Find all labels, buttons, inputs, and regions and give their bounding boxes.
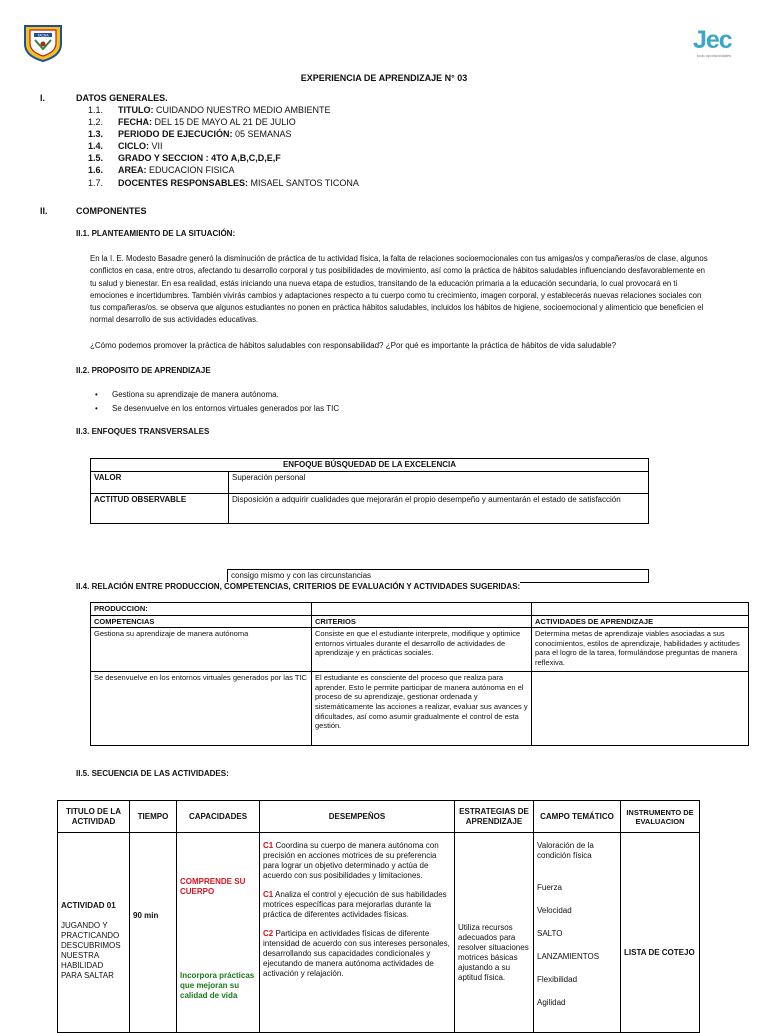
section-2-number: II. <box>40 206 48 216</box>
col-estrategias: ESTRATEGIAS DE APRENDIZAJE <box>455 801 534 833</box>
campo-item: Fuerza <box>537 883 562 892</box>
table-row: Gestiona su aprendizaje de manera autónoma Consiste en que el estudiante interprete, modifique y optimice entornos virtuales durante el desarrollo de actividades de aprendizaje y en prácticas sociales. Determina metas de aprendizaje viables asociadas a sus conocimientos, estilos de aprendizaje, habilidades y actitudes para el logro de la tarea, formulándose preguntas de manera reflexiva. <box>91 628 749 672</box>
svg-text:TACNA: TACNA <box>37 33 49 38</box>
desempeno-item: C1 Coordina su cuerpo de manera autónoma con precisión en acciones motrices de su preferencia para lograr un objetivo determinado y actúa de acuerdo con sus posibilidades y limitaciones. <box>263 841 439 880</box>
actividad-number: ACTIVIDAD 01 <box>61 901 116 910</box>
general-data-item: 1.3. PERIODO DE EJECUCIÓN: 05 SEMANAS <box>88 129 292 139</box>
relacion-table <box>90 602 749 746</box>
section-1-number: I. <box>40 93 46 103</box>
enfoques-heading: II.3. ENFOQUES TRANSVERSALES <box>76 427 210 436</box>
desempenos-cell <box>260 833 455 1033</box>
actividad-title: JUGANDO Y PRACTICANDO DESCUBRIMOS NUESTRA HABILIDAD PARA SALTAR <box>61 921 121 980</box>
general-data-item: 1.5. GRADO Y SECCION : 4TO A,B,C,D,E,F <box>88 153 281 163</box>
col-tiempo: TIEMPO <box>130 801 177 833</box>
col-titulo: TITULO DE LA ACTIVIDAD <box>58 801 130 833</box>
capacidades-cell <box>177 833 260 1033</box>
campo-item: LANZAMIENTOS <box>537 952 600 961</box>
table-row: Se desenvuelve en los entornos virtuales generados por las TIC El estudiante es consciente del proceso que realiza para aprender. Esto le permite participar de manera autónoma en el proceso de su aprendizaje, gestionar ordenada y sistemáticamente las acciones a realizar, evaluar sus avances y dificultades, así como asumir gradualmente el control de esta gestión. <box>91 672 749 746</box>
actitud-label: ACTITUD OBSERVABLE <box>91 494 229 524</box>
col-instrumento: INSTRUMENTO DE EVALUACION <box>621 801 700 833</box>
col-campo: CAMPO TEMÁTICO <box>534 801 621 833</box>
school-seal-logo <box>22 22 64 62</box>
col-competencias: COMPETENCIAS <box>91 615 312 628</box>
situacion-paragraph: En la I. E. Modesto Basadre generó la disminución de práctica de tu actividad física, la falta de relaciones socioemocionales con tus amigas/os y compañeras/os de clase, algunos conflictos en casa, entre otros, afectando tu desarrollo corporal y tus posibilidades de movimiento, así como la práctica de hábitos saludables influenciando desfavorablemente en tu salud y bienestar. En esa realidad, estás iniciando una nueva etapa de estudios, transitando de la educación primaria a la educación secundaria, lo cual provocará en ti emociones e incertidumbres. También vivirás cambios y adaptaciones respecto a tu cuerpo como tu crecimiento, imagen corporal, y establecerás nuevas relaciones sociales con tus compañeras/os. se observa que algunos estudiantes no ponen en práctica hábitos saludables, incluidos los hábitos de higiene, socioemocional y alimenticio que beneficien el normal desarrollo de sus actividades educativas. <box>90 254 708 325</box>
col-capacidades: CAPACIDADES <box>177 801 260 833</box>
general-data-item: 1.7. DOCENTES RESPONSABLES: MISAEL SANTOS TICONA <box>88 178 359 188</box>
col-criterios: CRITERIOS <box>312 615 532 628</box>
jec-tagline: todo oportunidades <box>697 53 732 58</box>
general-data-item: 1.4. CICLO: VII <box>88 141 163 151</box>
general-data-item: 1.6. AREA: EDUCACION FISICA <box>88 165 235 175</box>
general-data-item: 1.1. TITULO: CUIDANDO NUESTRO MEDIO AMBIENTE <box>88 105 331 115</box>
general-data-item: 1.2. FECHA: DEL 15 DE MAYO AL 21 DE JULIO <box>88 117 296 127</box>
actitud-continuation: consigo mismo y con las circunstancias <box>228 570 649 583</box>
actitud-value: Disposición a adquirir cualidades que mejorarán el propio desempeño y aumentarán el estado de satisfacción <box>229 494 649 524</box>
produccion-label: PRODUCCION: <box>91 603 312 616</box>
col-actividades: ACTIVIDADES DE APRENDIZAJE <box>532 615 749 628</box>
actividad-cell <box>58 833 130 1033</box>
proposito-item: • Se desenvuelve en los entornos virtuales generados por las TIC <box>112 404 339 414</box>
campo-item: Agilidad <box>537 998 566 1007</box>
capacidad-1: COMPRENDE SU CUERPO <box>180 877 246 896</box>
relacion-heading: II.4. RELACIÓN ENTRE PRODUCCION, COMPETENCIAS, CRITERIOS DE EVALUACIÓN Y ACTIVIDADES SUGERIDAS: <box>76 582 521 591</box>
enfoque-header: ENFOQUE BÚSQUEDAD DE LA EXCELENCIA <box>91 459 649 472</box>
page-title: EXPERIENCIA DE APRENDIZAJE N° 03 <box>300 73 468 83</box>
enfoque-table-continuation <box>90 569 649 583</box>
section-1-title: DATOS GENERALES. <box>76 93 168 103</box>
desempeno-item: C2 Participa en actividades físicas de diferente intensidad de acuerdo con sus intereses personales, desarrollando sus capacidades condicionales y ejecutando de manera autónoma actividades de activación y relajación. <box>263 929 450 978</box>
enfoque-table <box>90 458 649 524</box>
jec-logo <box>693 27 747 61</box>
valor-value: Superación personal <box>229 472 649 494</box>
section-2-title: COMPONENTES <box>76 206 147 216</box>
proposito-item: • Gestiona su aprendizaje de manera autónoma. <box>112 390 279 400</box>
table-row <box>58 833 700 1033</box>
proposito-heading: II.2. PROPOSITO DE APRENDIZAJE <box>76 366 211 375</box>
guiding-question: ¿Cómo podemos promover la práctica de hábitos saludables con responsabilidad? ¿Por qué es importante la práctica de hábitos de vida saludable? <box>90 341 617 350</box>
col-desempenos: DESEMPEÑOS <box>260 801 455 833</box>
jec-brand: Jec <box>693 26 732 54</box>
campo-item: Velocidad <box>537 906 572 915</box>
tiempo-value: 90 min <box>130 833 177 1033</box>
campo-item: Valoración de la condición física <box>537 841 594 860</box>
campo-cell <box>534 833 621 1033</box>
desempeno-item: C1 Analiza el control y ejecución de sus habilidades motrices específicas para mejorarlas durante la práctica de diferentes actividades físicas. <box>263 890 447 919</box>
situacion-heading: II.1. PLANTEAMIENTO DE LA SITUACIÓN: <box>76 229 236 238</box>
campo-item: Flexibilidad <box>537 975 578 984</box>
campo-item: SALTO <box>537 929 563 938</box>
secuencia-table <box>57 800 700 1033</box>
instrumento-value: LISTA DE COTEJO <box>621 833 700 1033</box>
valor-label: VALOR <box>91 472 229 494</box>
estrategia-value: Utiliza recursos adecuados para resolver situaciones motrices básicas ajustando a su aptitud física. <box>455 833 534 1033</box>
secuencia-heading: II.5. SECUENCIA DE LAS ACTIVIDADES: <box>76 769 229 778</box>
capacidad-2: Incorpora prácticas que mejoran su calidad de vida <box>180 971 255 1000</box>
